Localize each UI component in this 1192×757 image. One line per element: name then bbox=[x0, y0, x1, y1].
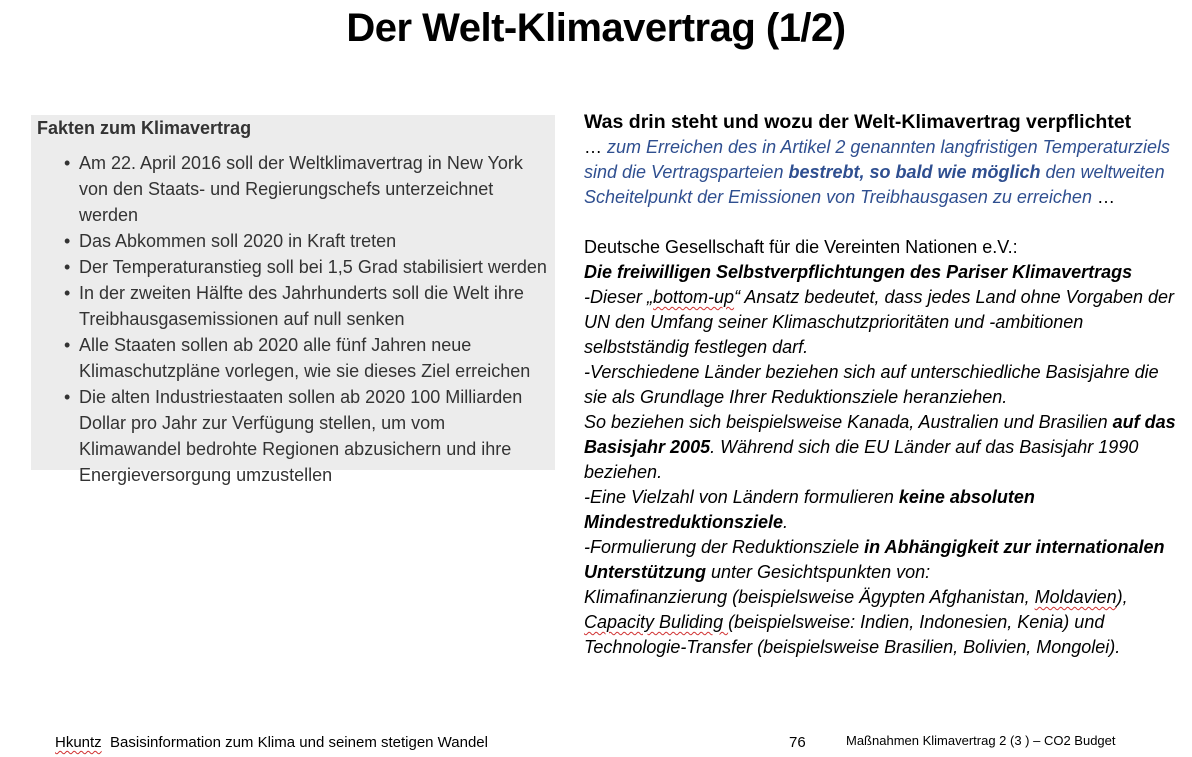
org-name: Deutsche Gesellschaft für die Vereinten Nationen e.V.: bbox=[584, 237, 1018, 257]
capacity-building-term: Capacity Buliding bbox=[584, 612, 729, 632]
facts-heading: Fakten zum Klimavertrag bbox=[37, 118, 252, 138]
p1-end: “ Ansatz bedeutet, dass jedes Land ohne Vorgaben der UN den Umfang seiner Klimaschutzprioritäten und -ambitionen selbstständig festlegen darf. bbox=[584, 287, 1175, 357]
footer-description: Basisinformation zum Klima und seinem stetigen Wandel bbox=[110, 734, 488, 751]
p1-start: -Dieser „ bbox=[584, 287, 654, 307]
moldavien-term: Moldavien bbox=[1034, 587, 1117, 607]
bottom-up-term: bottom-up bbox=[653, 287, 735, 307]
p3-start: So beziehen sich beispielsweise Kanada, Australien und Brasilien bbox=[584, 412, 1113, 432]
subheading: Die freiwilligen Selbstverpflichtungen des Pariser Klimavertrags bbox=[584, 262, 1133, 282]
quote-emphasis: bestrebt, so bald wie möglich bbox=[788, 162, 1041, 182]
footer-section: Maßnahmen Klimavertrag 2 (3 ) – CO2 Budget bbox=[846, 733, 1116, 748]
p4-emphasis: keine absoluten Mindestreduktionsziele bbox=[584, 487, 1035, 532]
p4-start: -Eine Vielzahl von Ländern formulieren bbox=[584, 487, 899, 507]
treaty-quote bbox=[584, 135, 1184, 210]
facts-list-item: • Die alten Industriestaaten sollen ab 2020 100 Milliarden Dollar pro Jahr zur Verfügung stellen, um vom Klimawandel bedrohte Regionen abzusichern und ihre Energieversorgung umzustellen bbox=[64, 384, 549, 488]
paragraph-bottom-up bbox=[584, 285, 1184, 360]
page-number: 76 bbox=[789, 734, 806, 751]
spacer bbox=[584, 210, 1184, 235]
p7-end: (beispielsweise: Indien, Indonesien, Kenia) und bbox=[728, 612, 1105, 632]
quote-ellipsis-start: … bbox=[584, 137, 602, 157]
quote-text: zum Erreichen des in Artikel 2 genannten langfristigen Temperaturziels sind die Vertragsparteien bbox=[584, 137, 1170, 182]
p5-end: unter Gesichtspunkten von: bbox=[705, 562, 931, 582]
p5-start: -Formulierung der Reduktionsziele bbox=[584, 537, 865, 557]
quote-text-end: den weltweiten Scheitelpunkt der Emissionen von Treibhausgasen zu erreichen bbox=[584, 162, 1165, 207]
paragraph-basisjahre: -Verschiedene Länder beziehen sich auf unterschiedliche Basisjahre die sie als Grundlage Ihrer Reduktionsziele heranziehen. bbox=[584, 362, 1159, 407]
paragraph-klimafinanzierung bbox=[584, 585, 1184, 610]
footer-left bbox=[55, 734, 488, 752]
p6-start: Klimafinanzierung (beispielsweise Ägypten Afghanistan, bbox=[584, 587, 1035, 607]
paragraph-basisjahr-2005 bbox=[584, 410, 1184, 485]
treaty-heading: Was drin steht und wozu der Welt-Klimavertrag verpflichtet bbox=[584, 111, 1132, 133]
facts-list bbox=[37, 150, 549, 488]
facts-list-item: • Am 22. April 2016 soll der Weltklimavertrag in New York von den Staats- und Regierungschefs unterzeichnet werden bbox=[64, 150, 549, 228]
facts-list-item: • In der zweiten Hälfte des Jahrhunderts soll die Welt ihre Treibhausgasemissionen auf null senken bbox=[64, 280, 549, 332]
p6-end: ), bbox=[1116, 587, 1128, 607]
facts-list-item: • Der Temperaturanstieg soll bei 1,5 Grad stabilisiert werden bbox=[64, 254, 549, 280]
facts-list-item: • Alle Staaten sollen ab 2020 alle fünf Jahren neue Klimaschutzpläne vorlegen, wie sie dieses Ziel erreichen bbox=[64, 332, 549, 384]
paragraph-capacity-building bbox=[584, 610, 1184, 635]
footer-author: Hkuntz bbox=[55, 734, 102, 751]
paragraph-unterstuetzung bbox=[584, 535, 1184, 585]
p4-end: . bbox=[783, 512, 789, 532]
slide-title: Der Welt-Klimavertrag (1/2) bbox=[346, 6, 846, 50]
facts-box bbox=[31, 115, 555, 485]
p5-emphasis: in Abhängigkeit zur internationalen Unterstützung bbox=[584, 537, 1165, 582]
treaty-explanation bbox=[584, 109, 1184, 660]
paragraph-mindestreduktion bbox=[584, 485, 1184, 535]
facts-list-item: • Das Abkommen soll 2020 in Kraft treten bbox=[64, 228, 549, 254]
p3-end: . Während sich die EU Länder auf das Basisjahr 1990 beziehen. bbox=[584, 437, 1139, 482]
quote-ellipsis-end: … bbox=[1091, 187, 1115, 207]
p3-emphasis: auf das Basisjahr 2005 bbox=[584, 412, 1176, 457]
paragraph-technologie-transfer: Technologie-Transfer (beispielsweise Brasilien, Bolivien, Mongolei). bbox=[584, 637, 1121, 657]
